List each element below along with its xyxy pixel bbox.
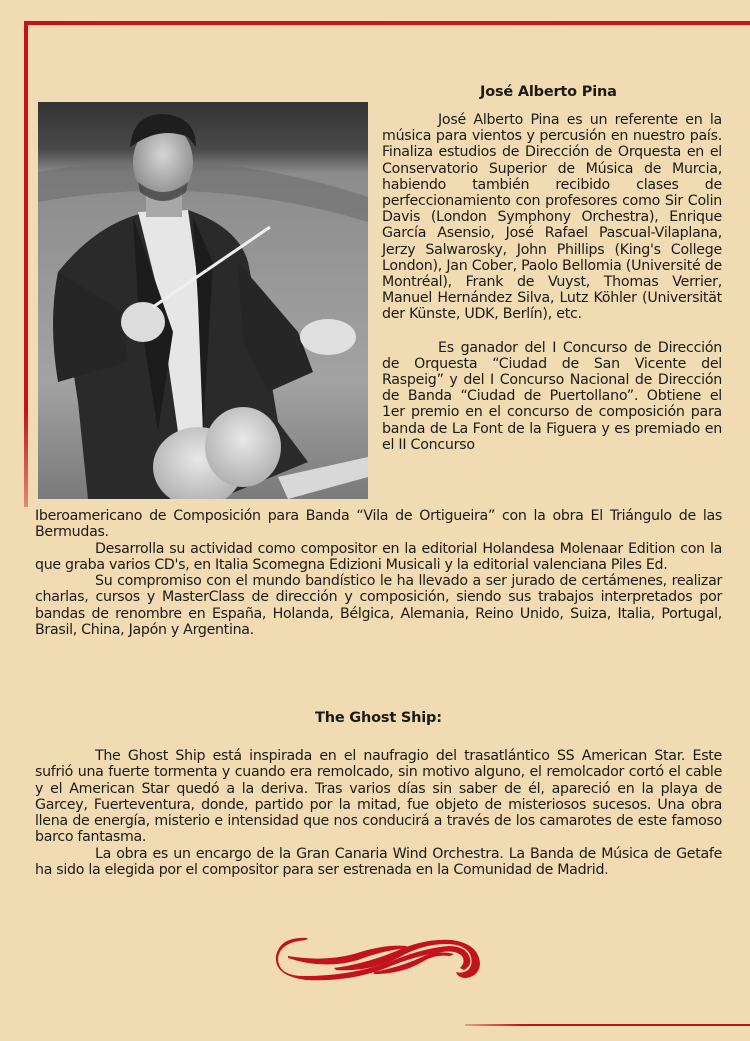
frame-border-left <box>24 21 28 507</box>
bio-text-beside-photo <box>382 112 722 453</box>
bio-paragraph-continued: Iberoamericano de Composición para Banda “Vila de Ortigueira” con la obra El Triángulo de las Bermudas. <box>35 508 722 541</box>
conductor-photo <box>38 102 368 499</box>
work-title: The Ghost Ship: <box>315 710 442 726</box>
conductor-photo-illustration <box>38 102 368 499</box>
bio-paragraph: Desarrolla su actividad como compositor en la editorial Holandesa Molenaar Edition con la que graba varios CD's, en Italia Scomegna Edizioni Musicali y la editorial valenciana Piles Ed. <box>35 540 722 573</box>
work-paragraph: The Ghost Ship está inspirada en el naufragio del trasatlántico SS American Star. Este sufrió una fuerte tormenta y cuando era remolcado, sin motivo alguno, el remolcador cortó el cable y el American Star quedó a la deriva. Tras varios días sin saber de él, apareció en la playa de Garcey, Fuerteventura, donde, partido por la mitad, fue objeto de misteriosos sucesos. Una obra llena de energía, misterio e intensidad que nos conducirá a través de los camarotes de este famoso barco fantasma. <box>35 748 722 846</box>
frame-border-top <box>24 21 750 25</box>
work-paragraph: La obra es un encargo de la Gran Canaria Wind Orchestra. La Banda de Música de Getafe ha sido la elegida por el compositor para ser estrenada en la Comunidad de Madrid. <box>35 845 722 879</box>
flourish-scroll-icon <box>274 932 484 982</box>
bio-text-full-width <box>35 508 722 638</box>
bio-title: José Alberto Pina <box>480 84 617 100</box>
bio-paragraph: Es ganador del I Concurso de Dirección de Orquesta “Ciudad de San Vicente del Raspeig” y del I Concurso Nacional de Dirección de Banda “Ciudad de Puertollano”. Obtiene el 1er premio en el concurso de composición para banda de La Font de la Figuera y es premiado en el II Concurso <box>382 339 722 453</box>
frame-border-bottom <box>465 1024 750 1026</box>
work-description <box>35 748 722 878</box>
bio-paragraph: Su compromiso con el mundo bandístico le ha llevado a ser jurado de certámenes, realizar charlas, cursos y MasterClass de dirección y composición, siendo sus trabajos interpretados por bandas de renombre en España, Holanda, Bélgica, Alemania, Reino Unido, Suiza, Italia, Portugal, Brasil, China, Japón y Argentina. <box>35 573 722 639</box>
bio-paragraph: José Alberto Pina es un referente en la música para vientos y percusión en nuestro país. Finaliza estudios de Dirección de Orquesta en el Conservatorio Superior de Música de Murcia, habiendo también recibido clases de perfeccionamiento con profesores como Sir Colin Davis (London Symphony Orchestra), Enrique García Asensio, José Rafael Pascual-Vilaplana, Jerzy Salwarosky, John Phillips (King's College London), Jan Cober, Paolo Bellomia (Université de Montréal), Frank de Vuyst, Thomas Verrier, Manuel Hernández Silva, Lutz Köhler (Universität der Künste, UDK, Berlín), etc. <box>382 112 722 323</box>
